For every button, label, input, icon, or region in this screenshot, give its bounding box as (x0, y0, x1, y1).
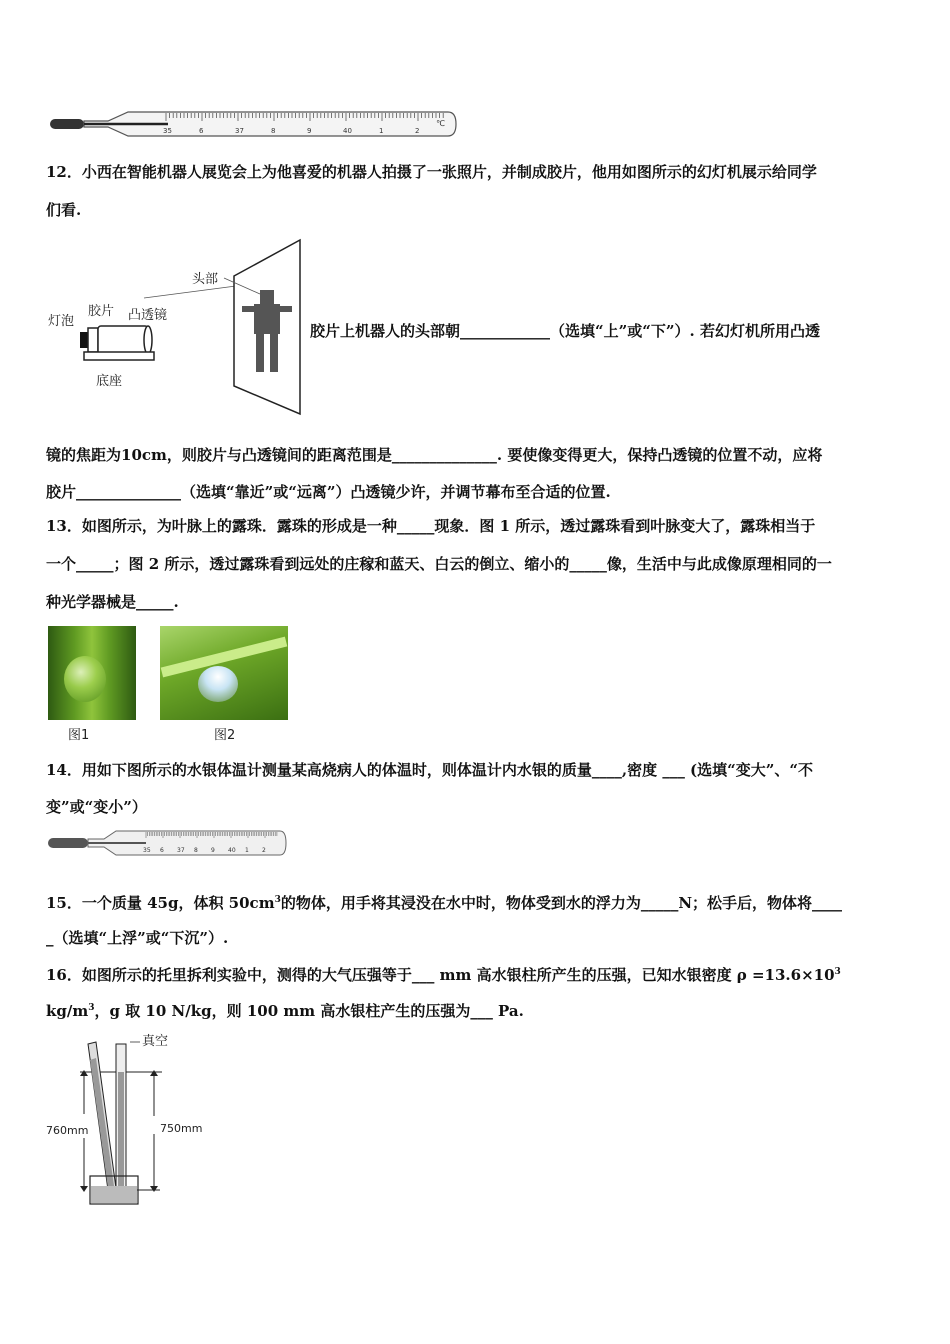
fig1-caption: 图1 (68, 728, 90, 743)
q14-line2: 变”或“变小”） (46, 798, 147, 816)
q15-line2: _（选填“上浮”或“下沉”）. (46, 929, 229, 947)
tick-label: 37 (177, 847, 185, 854)
q12-line2: 们看. (46, 201, 82, 219)
label-bulb: 灯泡 (48, 314, 75, 329)
q13-line3: 种光学器械是_____. (46, 593, 179, 611)
label-lens: 凸透镜 (128, 308, 168, 323)
tick-label: 8 (194, 847, 198, 854)
tick-label: 37 (235, 127, 244, 135)
q15-line1: 15．一个质量 45g，体积 $50cm^3$的物体，用手将其浸没在水中时，物体受到水的浮力为_____N；松手后，物体将____ (46, 894, 843, 912)
thermo-unit: ℃ (436, 119, 445, 128)
q13-line2: 一个_____；图 2 所示，透过露珠看到远处的庄稼和蓝天、白云的倒立、缩小的_____像，生活中与此成像原理相同的一 (46, 555, 832, 573)
q14-line1: 14．用如下图所示的水银体温计测量某高烧病人的体温时，则体温计内水银的质量____,密度 ___ (选填“变大”、“不 (46, 761, 814, 779)
label-film: 胶片 (88, 304, 115, 319)
label-vacuum: 真空 (142, 1034, 169, 1049)
fig2-caption: 图2 (214, 728, 236, 743)
q12-line3: 镜的焦距为10cm，则胶片与凸透镜间的距离范围是______________. 要使像变得更大，保持凸透镜的位置不动，应将 (46, 446, 823, 464)
tick-label: 40 (228, 847, 236, 854)
q12-line4: 胶片______________（选填“靠近”或“远离”）凸透镜少许，并调节幕布至合适的位置. (46, 483, 611, 501)
q16-line1: 16．如图所示的托里拆利实验中，测得的大气压强等于___ mm 高水银柱所产生的压强，已知水银密度 $\rho =13.6\times 10^3$ (46, 966, 841, 984)
tick-label: 6 (160, 847, 164, 854)
dewdrop-photo-1 (48, 626, 136, 720)
tick-label: 35 (163, 127, 172, 135)
tick-label: 35 (143, 847, 151, 854)
projector-figure (46, 236, 306, 416)
tick-label: 9 (307, 127, 312, 135)
tick-label: 9 (211, 847, 215, 854)
thermometer-top-figure (48, 106, 460, 142)
dewdrop-photo-2 (160, 626, 288, 720)
tick-label: 2 (262, 847, 266, 854)
thermometer-q14-figure (46, 828, 290, 858)
torricelli-figure (44, 1028, 214, 1212)
q16-line2: $kg/m^3$，g 取 10 N/kg，则 100 mm 高水银柱产生的压强为___ Pa. (46, 1002, 524, 1020)
tick-label: 1 (379, 127, 384, 135)
tick-label: 8 (271, 127, 276, 135)
tick-label: 1 (245, 847, 249, 854)
label-head: 头部 (192, 272, 219, 287)
q12-line1: 12．小西在智能机器人展览会上为他喜爱的机器人拍摄了一张照片，并制成胶片，他用如图所示的幻灯机展示给同学 (46, 163, 817, 181)
q12-inline-text: 胶片上机器人的头部朝____________（选填“上”或“下”）. 若幻灯机所用凸透 (310, 322, 820, 340)
tick-label: 6 (199, 127, 204, 135)
label-left-height: 760mm (46, 1124, 89, 1137)
tick-label: 2 (415, 127, 420, 135)
label-right-height: 750mm (160, 1122, 203, 1135)
tick-label: 40 (343, 127, 352, 135)
label-base: 底座 (96, 374, 123, 389)
q13-line1: 13．如图所示，为叶脉上的露珠．露珠的形成是一种_____现象．图 1 所示，透过露珠看到叶脉变大了，露珠相当于 (46, 517, 816, 535)
